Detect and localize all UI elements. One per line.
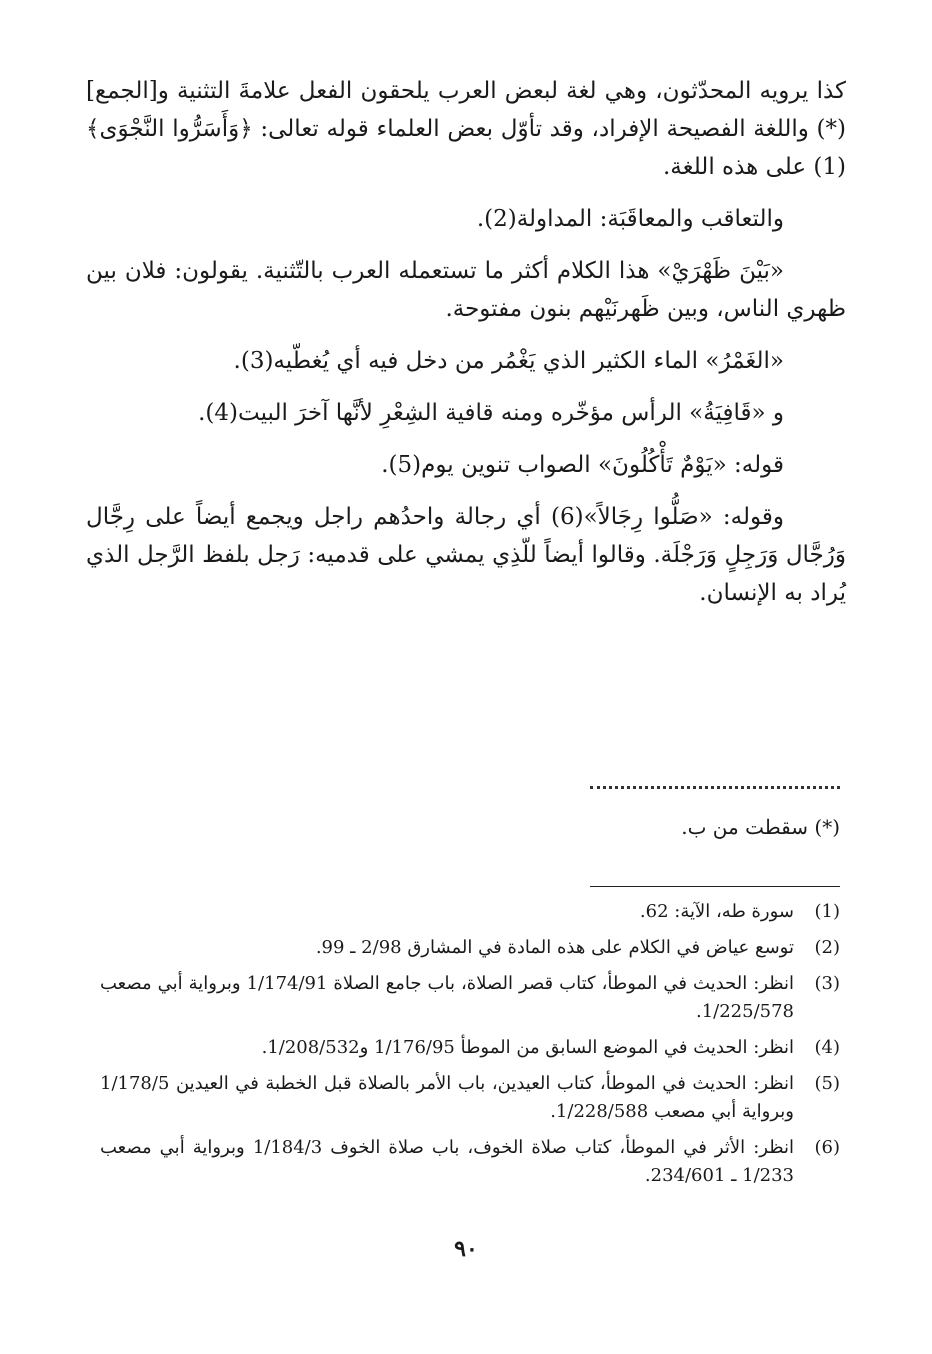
paragraph-5: و «قَافِيَةُ» الرأس مؤخّره ومنه قافية الشِعْرِ لأنَّها آخرَ البيت(4). <box>198 400 784 426</box>
footnote-text: سورة طه، الآية: 62. <box>639 901 794 922</box>
footnote-4 <box>100 1034 840 1062</box>
footnote-text: توسع عياض في الكلام على هذه المادة في المشارق 2/98 ـ 99. <box>315 937 794 958</box>
paragraph-1: كذا يرويه المحدّثون، وهي لغة لبعض العرب يلحقون الفعل علامةَ التثنية و[الجمع](*) واللغة الفصيحة الإفراد، وقد تأوّل بعض العلماء قوله تعالى: ﴿وَأَسَرُّوا النَّجْوَى﴾(1) على هذه اللغة. <box>86 78 846 180</box>
paragraph-4: «الغَمْرُ» الماء الكثير الذي يَغْمُر من دخل فيه أي يُغطّيه(3). <box>233 348 784 374</box>
dotted-separator <box>590 786 840 795</box>
footnote-number: (2) <box>814 937 840 958</box>
footnote-number: (4) <box>814 1037 840 1058</box>
footnote-5 <box>100 1070 840 1126</box>
footnote-number: (6) <box>814 1137 840 1158</box>
paragraph-7: وقوله: «صَلُّوا رِجَالاً»(6) أي رجالة واحدُهم راجل ويجمع أيضاً على رِجَّال وَرُجَّال وَرَجِلٍ وَرَجْلَة. وقالوا أيضاً للّذِي يمشي على قدميه: رَجل بلفظ الرَّجل الذي يُراد به الإنسان. <box>86 504 846 606</box>
paragraph-6: قوله: «يَوْمٌ تَأْكُلُونَ» الصواب تنوين يوم(5). <box>381 452 784 478</box>
footnote-number: (5) <box>814 1073 840 1094</box>
footnotes <box>100 898 840 1198</box>
editor-note-text: سقطت من ب. <box>681 815 809 839</box>
editor-note <box>681 812 840 842</box>
footnote-text: انظر: الأثر في الموطأ، كتاب صلاة الخوف، باب صلاة الخوف 1/184/3 وبرواية أبي مصعب 1/233 ـ 234/601. <box>100 1137 794 1186</box>
footnote-text: انظر: الحديث في الموطأ، كتاب قصر الصلاة، باب جامع الصلاة 1/174/91 وبرواية أبي مصعب 1/225/578. <box>100 973 794 1022</box>
footnote-6 <box>100 1134 840 1190</box>
page-number: ٩٠ <box>454 1236 478 1262</box>
footnote-2 <box>100 934 840 962</box>
footnote-number: (1) <box>814 901 840 922</box>
footnote-text: انظر: الحديث في الموضع السابق من الموطأ 1/176/95 و1/208/532. <box>261 1037 794 1058</box>
paragraph-3: «بَيْنَ ظَهْرَيْ» هذا الكلام أكثر ما تستعمله العرب بالتّثنية. يقولون: فلان بين ظهري الناس، وبين ظَهرنَيْهم بنون مفتوحة. <box>86 258 846 322</box>
main-text <box>86 72 846 612</box>
editor-note-marker: (*) <box>814 815 840 839</box>
footnote-rule <box>590 886 840 887</box>
footnote-1 <box>100 898 840 926</box>
footnote-number: (3) <box>814 973 840 994</box>
paragraph-2: والتعاقب والمعاقَبَة: المداولة(2). <box>476 206 784 232</box>
footnote-3 <box>100 970 840 1026</box>
footnote-text: انظر: الحديث في الموطأ، كتاب العيدين، باب الأمر بالصلاة قبل الخطبة في العيدين 1/178/5 وبرواية أبي مصعب 1/228/588. <box>100 1073 794 1122</box>
